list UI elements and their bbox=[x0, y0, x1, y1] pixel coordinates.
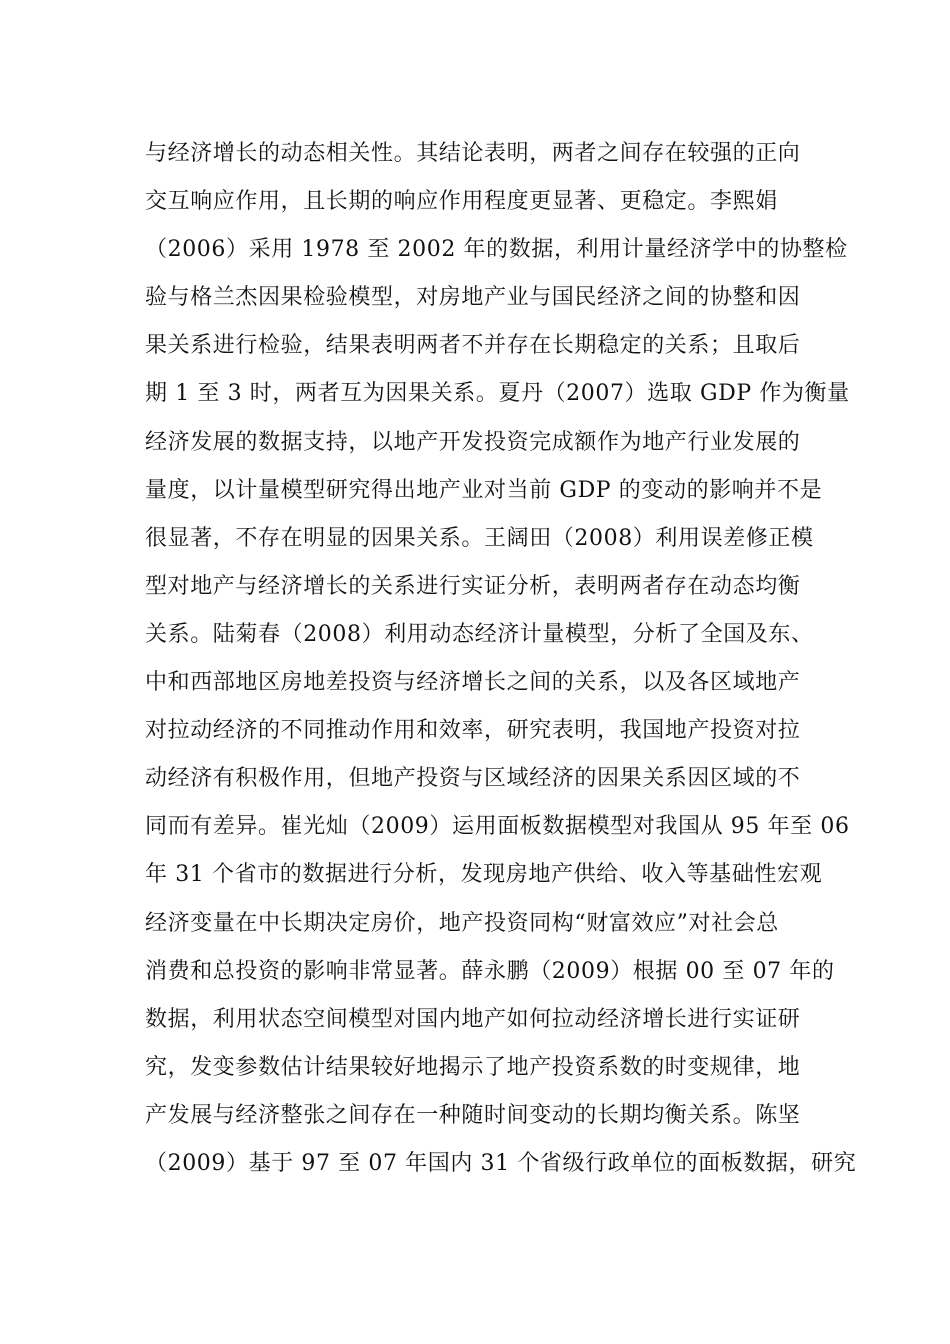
text-line: 关系。陆菊春（2008）利用动态经济计量模型，分析了全国及东、 bbox=[145, 621, 814, 647]
text-line: 期 1 至 3 时，两者互为因果关系。夏丹（2007）选取 GDP 作为衡量 bbox=[145, 381, 850, 407]
text-line: 经济变量在中长期决定房价，地产投资同构“财富效应”对社会总 bbox=[145, 910, 779, 936]
text-line: 年 31 个省市的数据进行分析，发现房地产供给、收入等基础性宏观 bbox=[145, 862, 823, 888]
text-line: 验与格兰杰因果检验模型，对房地产业与国民经济之间的协整和因 bbox=[145, 285, 801, 311]
text-line: 产发展与经济整张之间存在一种随时间变动的长期均衡关系。陈坚 bbox=[145, 1102, 801, 1128]
text-line: 量度，以计量模型研究得出地产业对当前 GDP 的变动的影响并不是 bbox=[145, 477, 823, 503]
text-line: 与经济增长的动态相关性。其结论表明，两者之间存在较强的正向 bbox=[145, 141, 801, 166]
text-line: 数据，利用状态空间模型对国内地产如何拉动经济增长进行实证研 bbox=[145, 1006, 801, 1032]
text-line: 交互响应作用，且长期的响应作用程度更显著、更稳定。李熙娟 bbox=[145, 189, 778, 215]
text-line: （2009）基于 97 至 07 年国内 31 个省级行政单位的面板数据，研究 bbox=[145, 1150, 857, 1176]
text-line: 消费和总投资的影响非常显著。薛永鹏（2009）根据 00 至 07 年的 bbox=[145, 958, 835, 984]
text-line: 同而有差异。崔光灿（2009）运用面板数据模型对我国从 95 年至 06 bbox=[145, 814, 850, 840]
text-line: 动经济有积极作用，但地产投资与区域经济的因果关系因区域的不 bbox=[145, 766, 801, 792]
text-line: （2006）采用 1978 至 2002 年的数据，利用计量经济学中的协整检 bbox=[145, 237, 848, 263]
text-line: 型对地产与经济增长的关系进行实证分析，表明两者存在动态均衡 bbox=[145, 573, 801, 599]
text-line: 中和西部地区房地差投资与经济增长之间的关系，以及各区域地产 bbox=[145, 670, 801, 696]
text-line: 究，发变参数估计结果较好地揭示了地产投资系数的时变规律，地 bbox=[145, 1054, 801, 1080]
text-line: 经济发展的数据支持，以地产开发投资完成额作为地产行业发展的 bbox=[145, 429, 801, 455]
text-line: 果关系进行检验，结果表明两者不并存在长期稳定的关系；且取后 bbox=[145, 333, 801, 359]
body-paragraph bbox=[145, 134, 857, 1192]
text-line: 很显著，不存在明显的因果关系。王阔田（2008）利用误差修正模 bbox=[145, 525, 814, 551]
text-line: 对拉动经济的不同推动作用和效率，研究表明，我国地产投资对拉 bbox=[145, 718, 801, 744]
